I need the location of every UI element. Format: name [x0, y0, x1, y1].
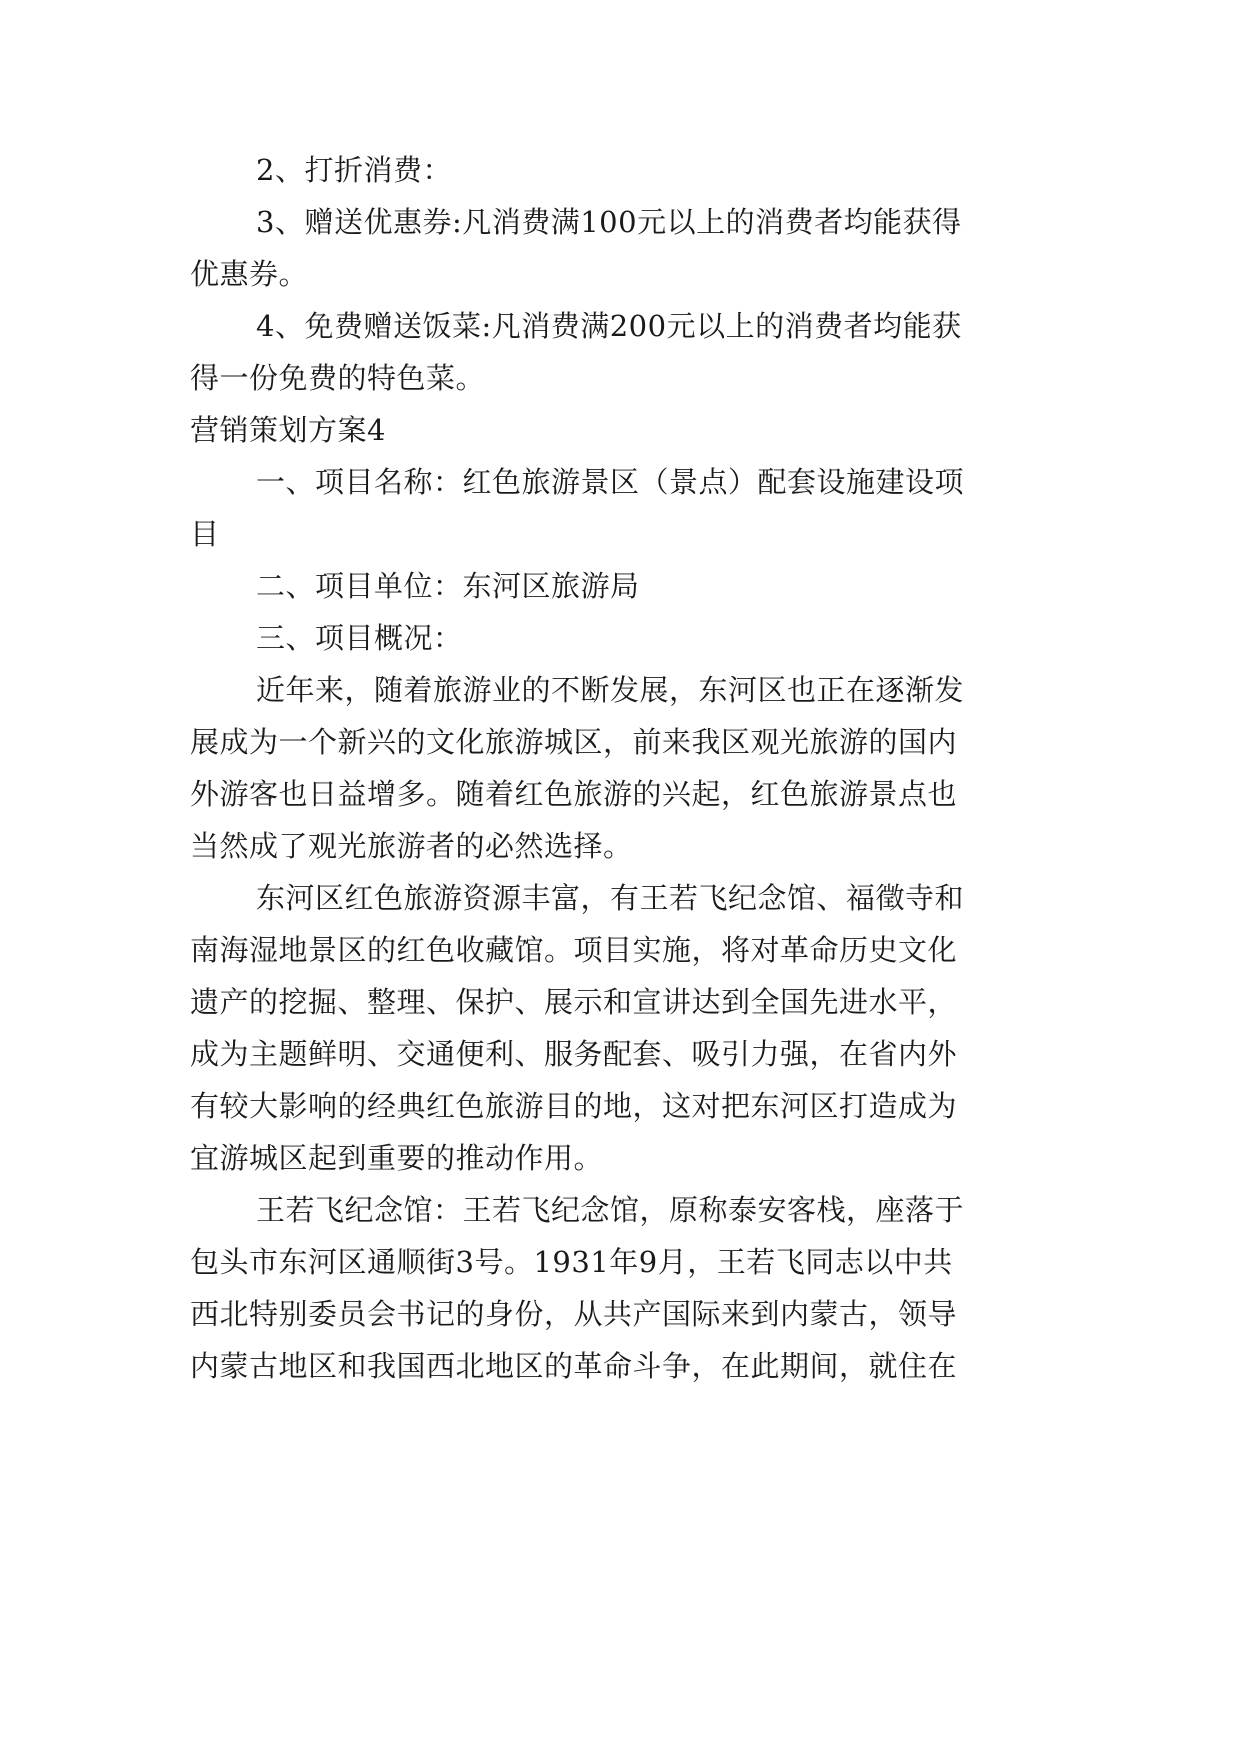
paragraph-line: 得一份免费的特色菜。 [190, 361, 486, 395]
paragraph-line: 外游客也日益增多。随着红色旅游的兴起，红色旅游景点也 [190, 777, 958, 811]
paragraph-line: 宜游城区起到重要的推动作用。 [190, 1141, 604, 1175]
paragraph-line: 王若飞纪念馆：王若飞纪念馆，原称泰安客栈，座落于 [256, 1193, 965, 1227]
paragraph-line: 包头市东河区通顺街3号。1931年9月，王若飞同志以中共 [190, 1245, 953, 1279]
paragraph-line: 三、项目概况： [256, 621, 463, 655]
paragraph-line: 目 [190, 517, 220, 551]
paragraph-line: 2、打折消费： [256, 153, 452, 187]
paragraph-line: 近年来，随着旅游业的不断发展，东河区也正在逐渐发 [256, 673, 965, 707]
paragraph-line: 3、赠送优惠券:凡消费满100元以上的消费者均能获得 [256, 205, 962, 239]
paragraph-line: 4、免费赠送饭菜:凡消费满200元以上的消费者均能获 [256, 309, 962, 343]
paragraph-line: 展成为一个新兴的文化旅游城区，前来我区观光旅游的国内 [190, 725, 958, 759]
paragraph-line: 一、项目名称：红色旅游景区（景点）配套设施建设项 [256, 465, 965, 499]
paragraph-line: 优惠券。 [190, 257, 309, 291]
paragraph-line: 内蒙古地区和我国西北地区的革命斗争，在此期间，就住在 [190, 1349, 958, 1383]
paragraph-line: 二、项目单位：东河区旅游局 [256, 569, 640, 603]
paragraph-line: 当然成了观光旅游者的必然选择。 [190, 829, 633, 863]
paragraph-line: 南海湿地景区的红色收藏馆。项目实施，将对革命历史文化 [190, 933, 958, 967]
paragraph-line: 成为主题鲜明、交通便利、服务配套、吸引力强，在省内外 [190, 1037, 958, 1071]
section-heading: 营销策划方案4 [190, 413, 386, 447]
paragraph-line: 遗产的挖掘、整理、保护、展示和宣讲达到全国先进水平， [190, 985, 958, 1019]
paragraph-line: 东河区红色旅游资源丰富，有王若飞纪念馆、福徵寺和 [256, 881, 965, 915]
paragraph-line: 有较大影响的经典红色旅游目的地，这对把东河区打造成为 [190, 1089, 958, 1123]
paragraph-line: 西北特别委员会书记的身份，从共产国际来到内蒙古，领导 [190, 1297, 958, 1331]
